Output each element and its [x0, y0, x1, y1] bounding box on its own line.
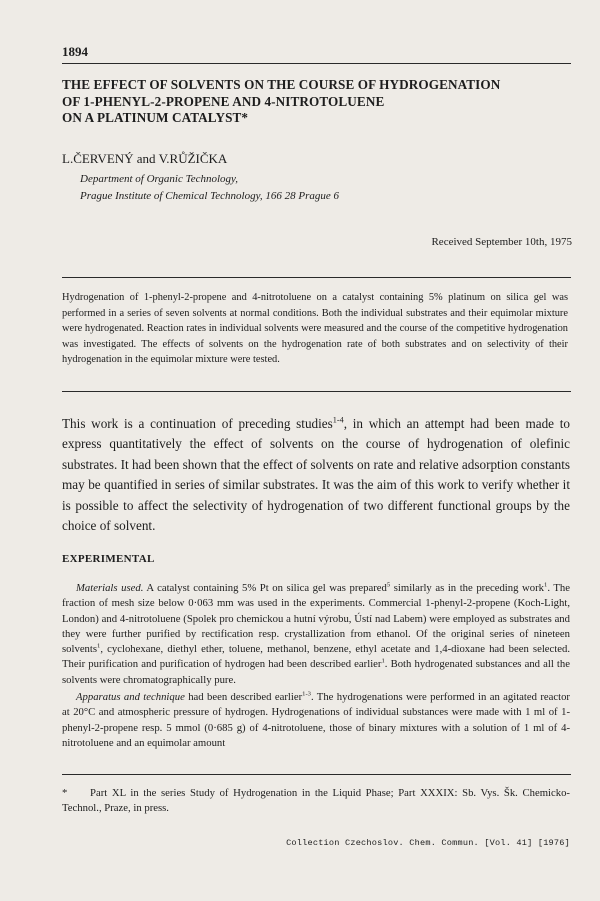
paragraph-lead: Apparatus and technique	[76, 691, 185, 704]
abstract-top-rule	[62, 277, 571, 278]
paragraph-text: similarly as in the preceding work	[390, 582, 545, 594]
footnote-marker: *	[62, 787, 68, 799]
citation-superscript: 1	[544, 581, 548, 589]
citation-superscript: 1	[97, 642, 101, 650]
paragraph-text: . The fraction of mesh size below 0·063 mm was used in the experiments. Commercial 1-phenyl-2-propene (Koch-Light, London) and 4-nitrotoluene (Spolek pro chemickou a hutní výrobu, Ústí nad Labem) were employed as substrates and they were further purified by rectification resp. crystallization from ethanol. Of the original series of nineteen solvents	[62, 582, 570, 656]
journal-footer: Collection Czechoslov. Chem. Commun. [Vol. 41] [1976]	[286, 838, 570, 848]
paragraph-text: had been described earlier	[184, 691, 303, 704]
paragraph-lead: Materials used.	[76, 582, 144, 594]
materials-paragraph	[62, 581, 570, 688]
citation-superscript: 1	[381, 657, 385, 665]
experimental-section	[62, 581, 570, 751]
footnote-rule	[62, 774, 571, 775]
abstract-bottom-rule	[62, 391, 571, 392]
affiliation-line: Department of Organic Technology,	[80, 173, 239, 185]
apparatus-paragraph	[62, 690, 570, 751]
footnote-text: Part XL in the series Study of Hydrogenation in the Liquid Phase; Part XXXIX: Sb. Vys. Šk. Chemicko-Technol., Praze, in press.	[62, 787, 570, 815]
authors: L.ČERVENÝ and V.RŮŽIČKA	[62, 151, 228, 166]
paragraph-text: . Both hydrogenated substances and all the solvents were chromatographically pure.	[62, 658, 570, 686]
paragraph-text: , cyclohexane, diethyl ether, toluene, methanol, benzene, ethyl acetate and 1,4-dioxane had been selected. Their purification and purification of hydrogen had been described earlier	[62, 643, 570, 671]
citation-superscript: 1-4	[332, 415, 344, 425]
title-line: ON A PLATINUM CATALYST*	[62, 110, 249, 125]
citation-superscript: 5	[386, 581, 391, 589]
received-date: Received September 10th, 1975	[431, 236, 572, 248]
article-title	[62, 77, 562, 127]
paragraph-text: . The hydrogenations were performed in an agitated reactor at 20°C and atmospheric pressure of hydrogen. Hydrogenations of individual substances were made with 1 ml of 1-phenyl-2-propene resp. 5 mmol (0·685 g) of 4-nitrotoluene, those of binary mixtures with a solution of 1 ml of 4-nitrotoluene and an equimolar amount	[62, 691, 570, 749]
title-line: OF 1-PHENYL-2-PROPENE AND 4-NITROTOLUENE	[62, 93, 385, 109]
affiliation-line: Prague Institute of Chemical Technology, 166 28 Prague 6	[80, 189, 339, 202]
title-line: THE EFFECT OF SOLVENTS ON THE COURSE OF HYDROGENATION	[62, 77, 501, 92]
intro-text: This work is a continuation of preceding studies	[62, 416, 333, 431]
intro-text: , in which an attempt had been made to express quantitatively the effect of solvents on the course of hydrogenation of olefinic substrates. It had been shown that the effect of solvents on rate and relative adsorption constants may be quantified in series of similar substrates. It was the aim of this work to verify whether it is possible to affect the selectivity of hydrogenation of two different functional groups by the choice of solvent.	[62, 416, 571, 534]
header-rule	[62, 63, 571, 64]
citation-superscript: 1-3	[302, 690, 311, 698]
affiliation	[80, 171, 339, 204]
paragraph-text: A catalyst containing 5% Pt on silica gel was prepared	[143, 582, 387, 594]
footnote	[62, 786, 570, 817]
page-number: 1894	[62, 44, 88, 59]
abstract: Hydrogenation of 1-phenyl-2-propene and 4-nitrotoluene on a catalyst containing 5% platinum on silica gel was performed in a series of seven solvents at normal conditions. Both the individual substrates and their equimolar mixture were hydrogenated. Reaction rates in individual solvents were measured and the course of the competitive hydrogenation was investigated. The effects of solvents on the hydrogenation rate of both substrates and on selectivity of their hydrogenation in the equimolar mixture were tested.	[62, 292, 568, 366]
section-heading: EXPERIMENTAL	[62, 553, 155, 565]
introduction-paragraph	[62, 414, 570, 536]
